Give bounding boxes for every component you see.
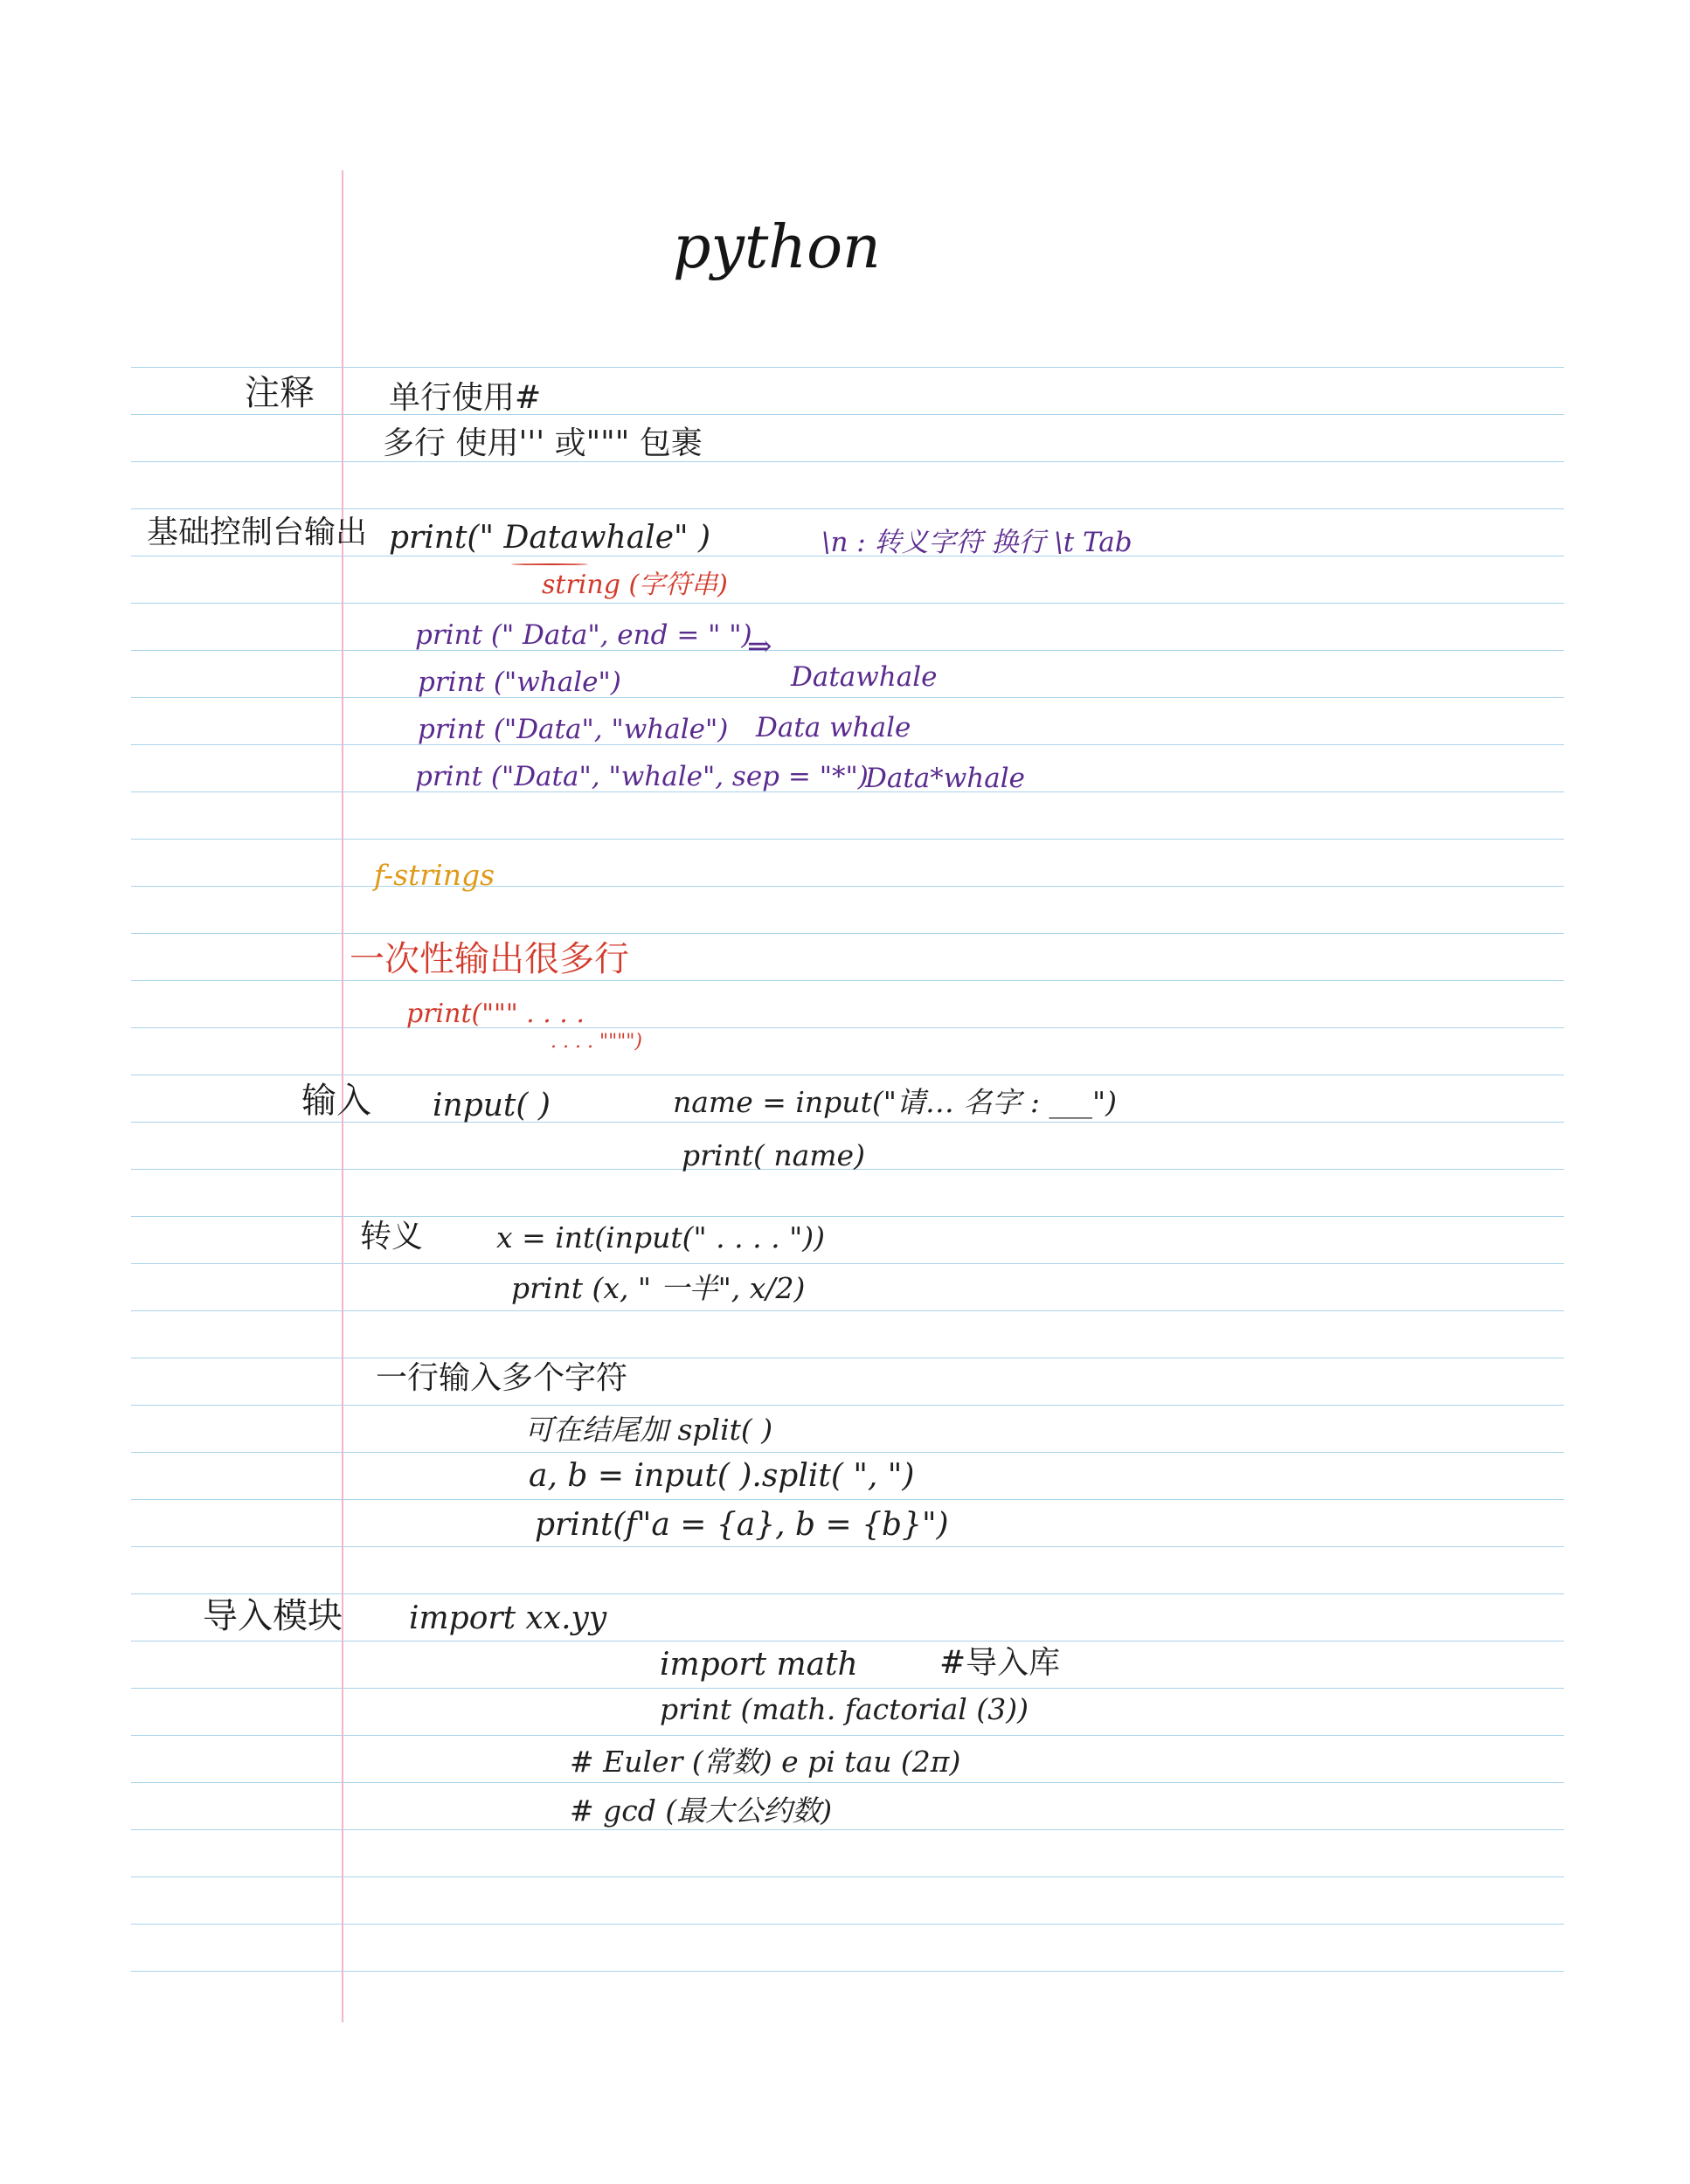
string-note: string (字符串)	[542, 570, 728, 600]
convert-line-2: print (x, " 一半", x/2)	[511, 1271, 806, 1305]
rule-line	[131, 1499, 1564, 1500]
rule-line	[131, 1688, 1564, 1689]
comments-line1: 单行使用#	[389, 380, 542, 416]
print-example-2: print ("whale")	[418, 667, 621, 698]
multi-input-3: print(f"a = {a}, b = {b}")	[535, 1507, 949, 1543]
rule-line	[131, 839, 1564, 840]
print-example-3: print ("Data", "whale")	[418, 714, 729, 745]
rule-line	[131, 933, 1564, 934]
rule-line	[131, 414, 1564, 415]
datawhale-underline	[511, 563, 588, 565]
import-math: import math	[660, 1647, 858, 1683]
heading-multiline-output: 一次性输出很多行	[350, 939, 629, 979]
print-example-1: print (" Data", end = " ")	[415, 619, 752, 651]
result-sep: Data*whale	[865, 763, 1026, 794]
rule-line	[131, 1027, 1564, 1028]
rule-line	[131, 1782, 1564, 1783]
multiline-code-2: . . . . """")	[551, 1031, 643, 1053]
heading-comments: 注释	[245, 373, 315, 413]
rule-line	[131, 603, 1564, 604]
arrow-icon: ⇒	[747, 629, 772, 664]
rule-line	[131, 1876, 1564, 1877]
rule-line	[131, 1452, 1564, 1453]
page-title: python	[673, 213, 881, 282]
rule-line	[131, 1924, 1564, 1925]
import-syntax: import xx.yy	[409, 1600, 607, 1636]
import-note-1: # Euler (常数) e pi tau (2π)	[570, 1745, 961, 1779]
multi-input-2: a, b = input( ).split( ", ")	[529, 1458, 915, 1494]
rule-line	[131, 367, 1564, 368]
rule-line	[131, 1405, 1564, 1406]
rule-line	[131, 1263, 1564, 1264]
heading-multi-input: 一行输入多个字符	[376, 1360, 628, 1396]
f-strings-label: f-strings	[374, 858, 495, 892]
multiline-code-1: print(""" . . . .	[406, 999, 585, 1029]
escape-note: \n : 转义字符 换行 \t Tab	[821, 527, 1132, 558]
rule-line	[131, 1546, 1564, 1547]
input-example-1: name = input("请… 名字 : ___")	[673, 1085, 1118, 1119]
import-factorial: print (math. factorial (3))	[660, 1692, 1029, 1726]
import-note-2: # gcd (最大公约数)	[570, 1794, 833, 1828]
rule-line	[131, 1593, 1564, 1594]
rule-line	[131, 461, 1564, 462]
comments-line2: 多行 使用''' 或""" 包裹	[383, 425, 703, 461]
heading-convert: 转义	[360, 1219, 424, 1254]
rule-line	[131, 650, 1564, 651]
rule-line	[131, 1310, 1564, 1311]
print-datawhale: print(" Datawhale" )	[389, 520, 711, 556]
rule-line	[131, 1971, 1564, 1972]
rule-line	[131, 1216, 1564, 1217]
multi-input-1: 可在结尾加 split( )	[524, 1413, 773, 1447]
rule-line	[131, 886, 1564, 887]
rule-line	[131, 980, 1564, 981]
heading-console-output: 基础控制台输出	[147, 515, 368, 550]
result-data-whale: Data whale	[756, 712, 911, 743]
heading-input: 输入	[301, 1081, 371, 1121]
rule-line	[131, 1122, 1564, 1123]
rule-line	[131, 1735, 1564, 1736]
print-example-4: print ("Data", "whale", sep = "*")	[415, 761, 869, 792]
heading-import: 导入模块	[203, 1596, 343, 1636]
rule-line	[131, 744, 1564, 745]
import-comment: #导入库	[939, 1645, 1061, 1681]
result-datawhale: Datawhale	[791, 661, 938, 693]
convert-line-1: x = int(input(" . . . . "))	[496, 1220, 826, 1254]
rule-line	[131, 1829, 1564, 1830]
rule-line	[131, 508, 1564, 509]
input-example-2: print( name)	[682, 1138, 865, 1172]
rule-line	[131, 697, 1564, 698]
input-function: input( )	[433, 1088, 551, 1123]
